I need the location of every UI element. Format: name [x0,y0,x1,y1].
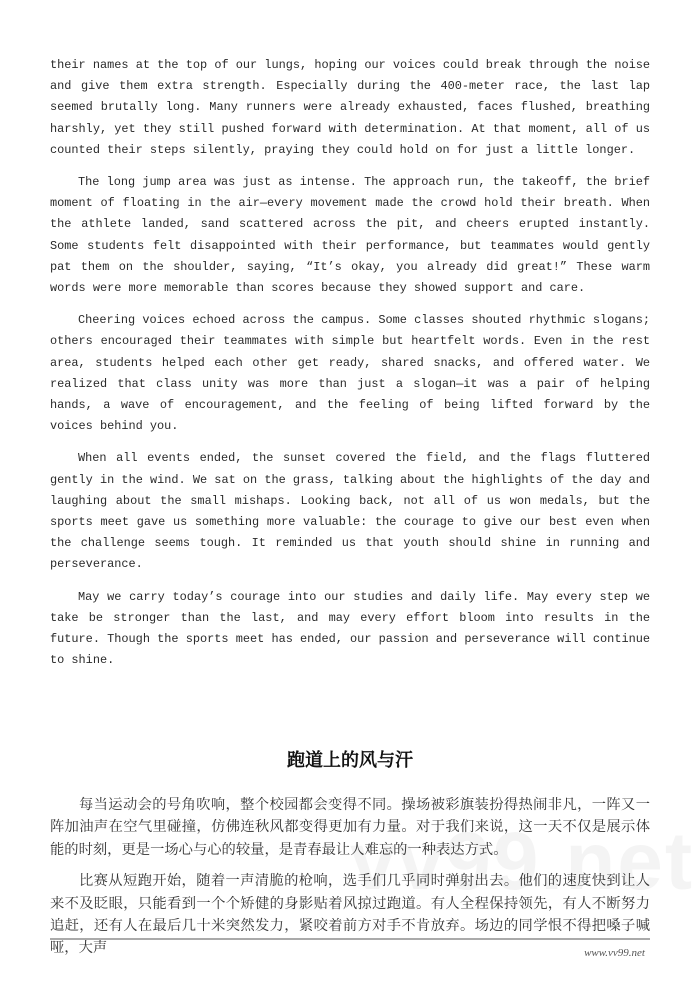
paragraph: their names at the top of our lungs, hoping our voices could break through the noise and give them extra strength. Especially during the 400-meter race, the last lap seemed brutally long. Many runners were already exhausted, faces flushed, breathing harshly, yet they still pushed forward with determination. At that moment, all of us counted their steps silently, praying they could hold on for just a little longer. [50,58,650,157]
paragraph: Cheering voices echoed across the campus. Some classes shouted rhythmic slogans; others encouraged their teammates with simple but heartfelt words. Even in the rest area, students helped each other get ready, shared snacks, and offered water. We realized that class unity was more than just a slogan—it was a pair of helping hands, a wave of encouragement, and the feeling of being lifted forward by the voices behind you. [50,313,650,434]
section-title: 跑道上的风与汗 [287,750,413,771]
paragraph: When all events ended, the sunset covered the field, and the flags fluttered gently in the wind. We sat on the grass, talking about the highlights of the day and laughing about the small mishaps. Looking back, not all of us won medals, but the sports meet gave us something more valuable: the courage to give our best even when the challenge seems tough. It reminded us that youth should shine in running and perseverance. [50,451,650,572]
footer-divider [50,938,650,940]
english-text [50,55,650,682]
chinese-text [50,794,650,969]
paragraph: May we carry today’s courage into our studies and daily life. May every step we take be stronger than the last, and may every effort bloom into results in the future. Though the sports meet has ended, our passion and perseverance will continue to shine. [50,589,650,668]
paragraph: 每当运动会的号角吹响，整个校园都会变得不同。操场被彩旗装扮得热闹非凡，一阵又一阵加油声在空气里碰撞，仿佛连秋风都变得更加有力量。对于我们来说，这一天不仅是展示体能的时刻，更是一场心与心的较量，是青春最让人难忘的一种表达方式。 [50,797,650,858]
paragraph: The long jump area was just as intense. The approach run, the takeoff, the brief moment of floating in the air—every movement made the crowd hold their breath. When the athlete landed, sand scattered across the pit, and cheers erupted instantly. Some students felt disappointed with their performance, but teammates would gently pat them on the shoulder, saying, “It’s okay, you already did great!” These warm words were more memorable than scores because they showed support and care. [50,175,650,296]
paragraph: 比赛从短跑开始，随着一声清脆的枪响，选手们几乎同时弹射出去。他们的速度快到让人来不及眨眼，只能看到一个个矫健的身影贴着风掠过跑道。有人全程保持领先，有人不断努力追赶，还有人在最后几十米突然发力，紧咬着前方对手不肯放弃。场边的同学恨不得把嗓子喊哑，大声 [50,873,650,957]
footer-url: www.vv99.net [584,947,645,959]
